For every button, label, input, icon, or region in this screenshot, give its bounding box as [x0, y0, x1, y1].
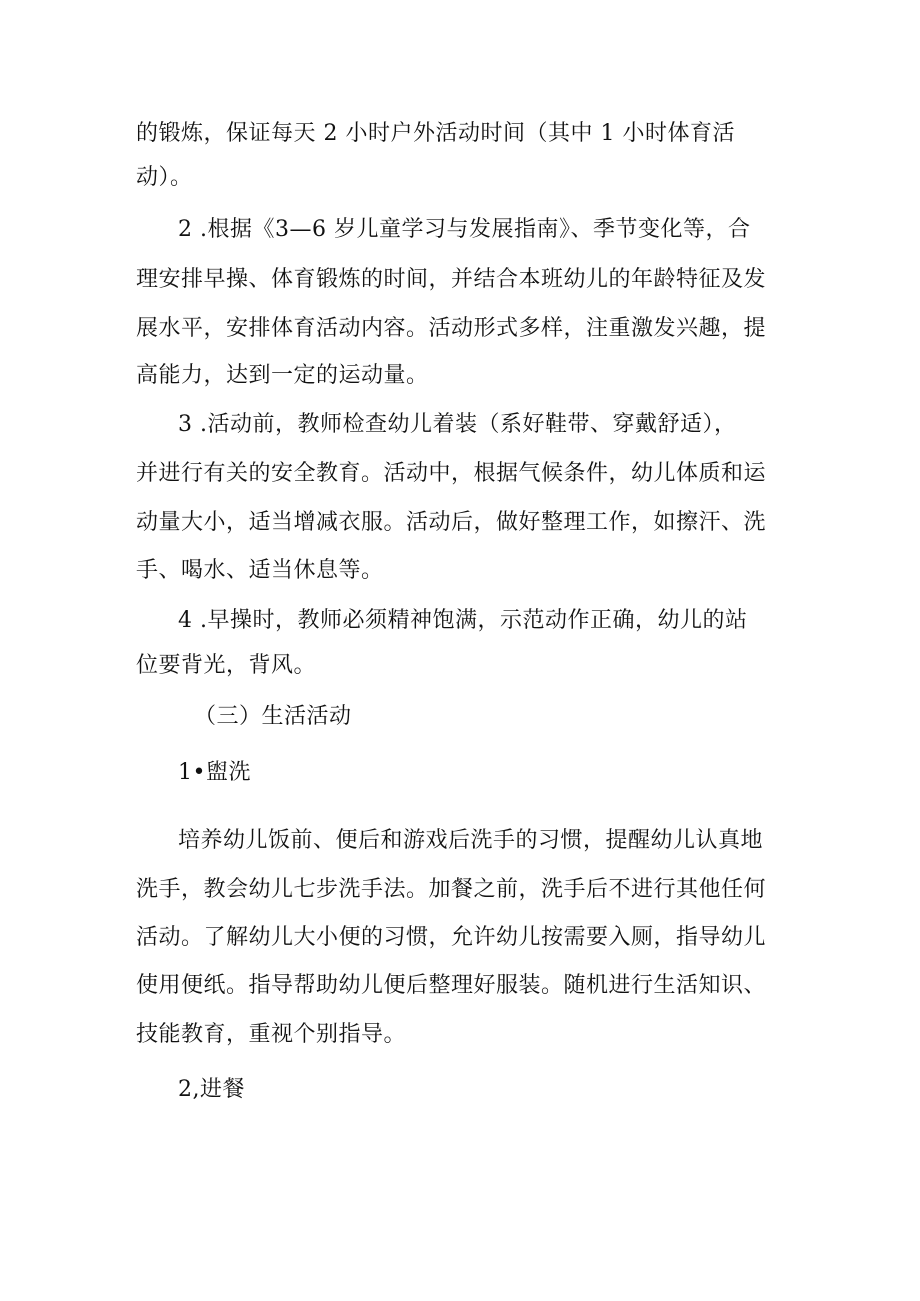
paragraph-1-line-2: 动）。 [136, 165, 193, 190]
item-4-line-1: 4 .早操时，教师必须精神饱满，示范动作正确，幼儿的站 [178, 608, 748, 633]
subheading-dining: 2,进餐 [178, 1077, 245, 1102]
washing-paragraph-line-4: 使用便纸。指导帮助幼儿便后整理好服装。随机进行生活知识、 [136, 973, 767, 998]
washing-paragraph-line-1: 培养幼儿饭前、便后和游戏后洗手的习惯，提醒幼儿认真地 [178, 828, 764, 853]
item-3-line-1: 3 .活动前，教师检查幼儿着装（系好鞋带、穿戴舒适）， [178, 412, 737, 437]
item-3-line-4: 手、喝水、适当休息等。 [136, 558, 384, 583]
item-2-line-3: 展水平，安排体育活动内容。活动形式多样，注重激发兴趣，提 [136, 316, 767, 341]
section-heading: （三）生活活动 [194, 704, 352, 729]
paragraph-1-line-1: 的锻炼，保证每天 2 小时户外活动时间（其中 1 小时体育活 [136, 121, 735, 146]
item-2-line-1: 2 .根据《3—6 岁儿童学习与发展指南》、季节变化等，合 [178, 217, 751, 242]
subheading-washing: 1•盥洗 [178, 760, 251, 785]
washing-paragraph-line-3: 活动。了解幼儿大小便的习惯，允许幼儿按需要入厕，指导幼儿 [136, 925, 767, 950]
item-2-line-4: 高能力，达到一定的运动量。 [136, 363, 429, 388]
item-4-line-2: 位要背光，背风。 [136, 653, 317, 678]
washing-paragraph-line-2: 洗手，教会幼儿七步洗手法。加餐之前，洗手后不进行其他任何 [136, 877, 767, 902]
item-2-line-2: 理安排早操、体育锻炼的时间，并结合本班幼儿的年龄特征及发 [136, 267, 767, 292]
washing-paragraph-line-5: 技能教育，重视个别指导。 [136, 1022, 407, 1047]
item-3-line-3: 动量大小，适当增减衣服。活动后，做好整理工作，如擦汗、洗 [136, 510, 767, 535]
item-3-line-2: 并进行有关的安全教育。活动中，根据气候条件，幼儿体质和运 [136, 461, 767, 486]
